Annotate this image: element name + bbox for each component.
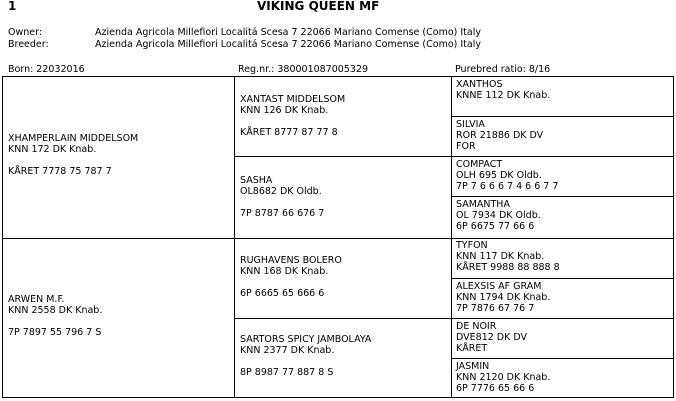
sire-name: XHAMPERLAIN MIDDELSOM — [8, 133, 139, 144]
ggp-5-reg: KNN 117 DK Knab. — [456, 251, 545, 262]
column-divider-2 — [451, 76, 452, 398]
dam-reg: KNN 2558 DK Knab. — [8, 305, 103, 316]
born-date: Born: 22032016 — [8, 64, 85, 75]
ggp-8-cell — [456, 361, 550, 394]
dam-cell — [8, 294, 102, 338]
ggp-8-name: JASMIN — [456, 361, 490, 372]
dam-dam-name: SARTORS SPICY JAMBOLAYA — [240, 334, 372, 345]
sire-sire-name: XANTAST MIDDELSOM — [240, 94, 346, 105]
ggp-8-extra: 6P 7776 65 66 6 — [456, 383, 535, 394]
ggp-6-name: ALEXSIS AF GRAM — [456, 281, 542, 292]
sire-sire-extra: KÅRET 8777 87 77 8 — [240, 127, 338, 138]
dam-dam-reg: KNN 2377 DK Knab. — [240, 345, 335, 356]
ggp-7-extra: KÅRET — [456, 343, 488, 354]
ggp-6-cell — [456, 281, 550, 314]
ggp-6-extra: 7P 7876 67 76 7 — [456, 303, 535, 314]
ggp-1-reg: KNNE 112 DK Knab. — [456, 90, 551, 101]
sire-sire-reg: KNN 126 DK Knab. — [240, 105, 329, 116]
ggp-3-extra: 7P 7 6 6 6 7 4 6 6 7 7 — [456, 181, 559, 192]
row-divider-gg3 — [451, 278, 674, 279]
dam-extra: 7P 7897 55 796 7 S — [8, 327, 102, 338]
ggp-4-name: SAMANTHA — [456, 199, 510, 210]
registration-number: Reg.nr.: 380001087005329 — [238, 64, 369, 75]
ggp-3-name: COMPACT — [456, 159, 503, 170]
sire-dam-name: SASHA — [240, 175, 273, 186]
ggp-7-cell — [456, 321, 527, 354]
ggp-8-reg: KNN 2120 DK Knab. — [456, 372, 551, 383]
ggp-3-cell — [456, 159, 558, 192]
ggp-2-reg: ROR 21886 DK DV — [456, 130, 544, 141]
purebred-ratio: Purebred ratio: 8/16 — [455, 64, 551, 75]
sire-cell — [8, 133, 138, 177]
horse-title: VIKING QUEEN MF — [257, 0, 380, 13]
ggp-4-extra: 6P 6675 77 66 6 — [456, 221, 535, 232]
ggp-3-reg: OLH 695 DK Oldb. — [456, 170, 542, 181]
sire-dam-reg: OL8682 DK Oldb. — [240, 186, 322, 197]
ggp-2-extra: FOR — [456, 141, 476, 152]
sire-reg: KNN 172 DK Knab. — [8, 144, 97, 155]
breeder-value: Azienda Agricola Millefiori Localitá Scesa 7 22066 Mariano Comense (Como) Italy — [95, 39, 481, 50]
ggp-7-reg: DVE812 DK DV — [456, 332, 528, 343]
ggp-2-cell — [456, 119, 543, 152]
sire-dam-extra: 7P 8787 66 676 7 — [240, 208, 325, 219]
catalog-number: 1 — [8, 0, 17, 13]
ggp-4-reg: OL 7934 DK Oldb. — [456, 210, 541, 221]
row-divider-gg4 — [451, 358, 674, 359]
row-divider-dam-side — [234, 318, 674, 319]
ggp-1-cell — [456, 79, 550, 101]
breeder-label: Breeder: — [8, 39, 49, 50]
ggp-5-extra: KÅRET 9988 88 888 8 — [456, 262, 560, 273]
ggp-2-name: SILVIA — [456, 119, 485, 130]
row-divider-main — [2, 238, 674, 239]
dam-dam-cell — [240, 334, 371, 378]
row-divider-gg1 — [451, 116, 674, 117]
ggp-4-cell — [456, 199, 541, 232]
column-divider-1 — [234, 76, 235, 398]
row-divider-sire-side — [234, 156, 674, 157]
ggp-7-name: DE NOIR — [456, 321, 497, 332]
ggp-6-reg: KNN 1794 DK Knab. — [456, 292, 551, 303]
ggp-5-cell — [456, 240, 560, 273]
row-divider-gg2 — [451, 196, 674, 197]
sire-sire-cell — [240, 94, 345, 138]
dam-name: ARWEN M.F. — [8, 294, 65, 305]
dam-sire-cell — [240, 255, 342, 299]
dam-sire-reg: KNN 168 DK Knab. — [240, 266, 329, 277]
ggp-5-name: TYFON — [456, 240, 488, 251]
owner-value: Azienda Agricola Millefiori Localitá Scesa 7 22066 Mariano Comense (Como) Italy — [95, 27, 481, 38]
owner-label: Owner: — [8, 27, 43, 38]
ggp-1-name: XANTHOS — [456, 79, 503, 90]
dam-sire-extra: 6P 6665 65 666 6 — [240, 288, 325, 299]
dam-dam-extra: 8P 8987 77 887 8 S — [240, 367, 334, 378]
sire-extra: KÅRET 7778 75 787 7 — [8, 166, 112, 177]
dam-sire-name: RUGHAVENS BOLERO — [240, 255, 342, 266]
sire-dam-cell — [240, 175, 324, 219]
